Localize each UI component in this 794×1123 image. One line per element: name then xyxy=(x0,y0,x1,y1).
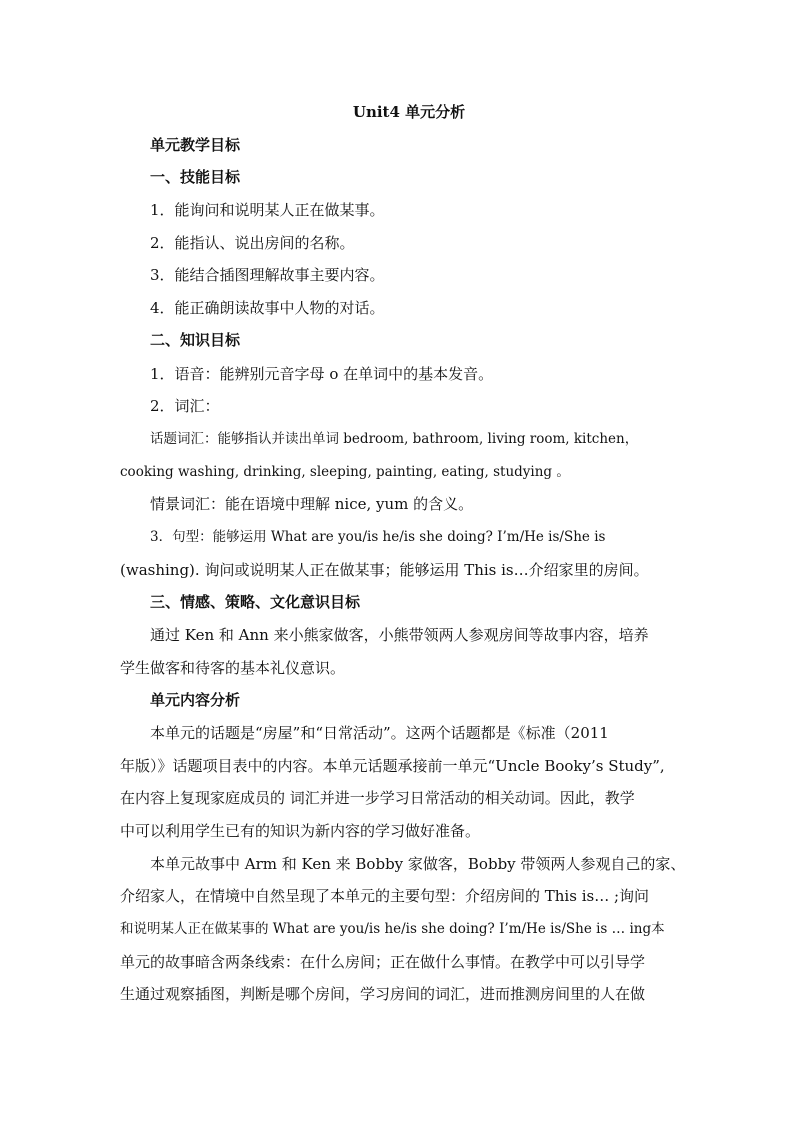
knowledge-topic-vocab: 话题词汇：能够指认并读出单词 bedroom, bathroom, living room, kitchen， xyxy=(150,431,639,447)
skill-item: 3．能结合插图理解故事主要内容。 xyxy=(150,266,385,284)
section-heading-goals: 单元教学目标 xyxy=(150,136,241,154)
knowledge-phonics: 1．语音：能辨别元音字母 o 在单词中的基本发音。 xyxy=(150,365,494,383)
paragraph-line: 介绍家人，在情境中自然呈现了本单元的主要句型：介绍房间的 This is… ;询问 xyxy=(120,887,650,905)
knowledge-topic-vocab-cont: cooking washing, drinking, sleeping, painting, eating, studying 。 xyxy=(120,464,570,480)
knowledge-heading: 二、知识目标 xyxy=(150,331,241,349)
page-title: Unit4 单元分析 xyxy=(352,103,466,121)
paragraph-line: 本单元的话题是“房屋”和“日常活动”。这两个话题都是《标准（2011 xyxy=(150,724,609,742)
knowledge-vocab-label: 2．词汇： xyxy=(150,397,220,415)
paragraph-line: 年版）》话题项目表中的内容。本单元话题承接前一单元“Uncle Booky’s Study”, xyxy=(120,757,665,775)
emotion-text-cont: 学生做客和待客的基本礼仪意识。 xyxy=(120,659,346,677)
emotion-heading: 三、情感、策略、文化意识目标 xyxy=(150,593,361,611)
knowledge-context-vocab: 情景词汇：能在语境中理解 nice, yum 的含义。 xyxy=(150,495,474,513)
paragraph-line: 和说明某人正在做某事的 What are you/is he/is she doing? I’m/He is/She is … ing本 xyxy=(120,921,665,937)
skill-item: 4．能正确朗读故事中人物的对话。 xyxy=(150,299,385,317)
paragraph-line: 在内容上复现家庭成员的 词汇并进一步学习日常活动的相关动词。因此，教学 xyxy=(120,789,635,807)
emotion-text: 通过 Ken 和 Ann 来小熊家做客，小熊带领两人参观房间等故事内容，培养 xyxy=(150,626,649,644)
knowledge-sentence: 3．句型：能够运用 What are you/is he/is she doing? I’m/He is/She is xyxy=(150,529,606,545)
skill-item: 2．能指认、说出房间的名称。 xyxy=(150,234,355,252)
skill-item: 1．能询问和说明某人正在做某事。 xyxy=(150,201,385,219)
knowledge-sentence-cont: (washing). 询问或说明某人正在做某事；能够运用 This is…介绍家里的房间。 xyxy=(120,561,649,579)
paragraph-line: 生通过观察插图，判断是哪个房间，学习房间的词汇，进而推测房间里的人在做 xyxy=(120,985,646,1003)
skills-heading: 一、技能目标 xyxy=(150,168,241,186)
paragraph-line: 中可以利用学生已有的知识为新内容的学习做好准备。 xyxy=(120,822,481,840)
paragraph-line: 本单元故事中 Arm 和 Ken 来 Bobby 家做客，Bobby 带领两人参观自己的家、 xyxy=(150,855,686,873)
paragraph-line: 单元的故事暗含两条线索：在什么房间；正在做什么事情。在教学中可以引导学 xyxy=(120,953,646,971)
content-heading: 单元内容分析 xyxy=(150,691,241,709)
